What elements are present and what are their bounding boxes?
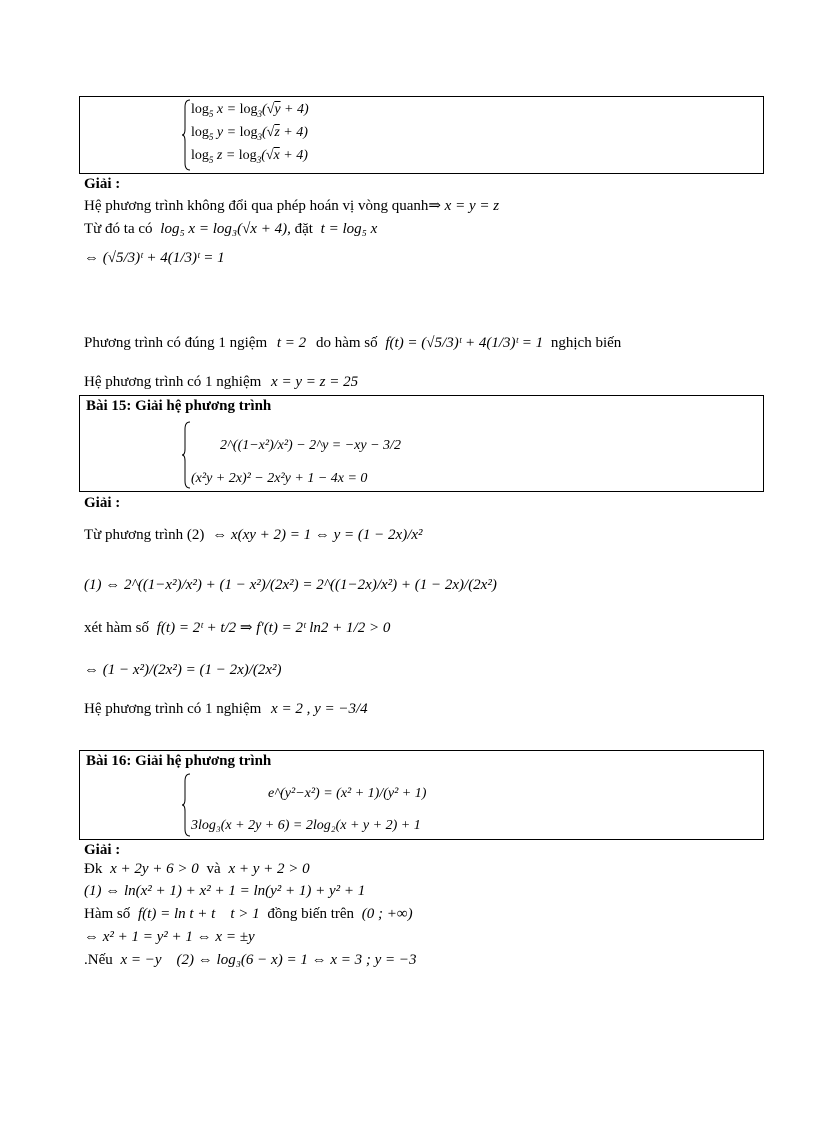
system-14-eq-1: $\log_5 x = \log_3(√y + 4)$ bbox=[191, 102, 309, 119]
solution-heading-15: Giải : bbox=[84, 495, 121, 511]
text: do hàm số bbox=[315, 335, 378, 351]
system-15-eq-1: 2^((1−x²)/x²) − 2^y = −xy − 3/2 bbox=[220, 438, 401, 453]
text: Đk bbox=[84, 861, 103, 877]
text: nghịch biến bbox=[550, 335, 622, 351]
solution-16-line-4 bbox=[84, 929, 255, 946]
text: Phương trình có đúng 1 ngiệm bbox=[84, 335, 268, 351]
text: .Nếu bbox=[84, 952, 113, 968]
text: Từ đó ta có bbox=[84, 221, 153, 237]
text: và bbox=[206, 861, 221, 877]
solution-14-line-5 bbox=[84, 374, 358, 391]
system-16-eq-2: 3log₃(x + 2y + 6) = 2log₂(x + y + 2) + 1 bbox=[191, 818, 421, 833]
text: xét hàm số bbox=[84, 620, 149, 636]
math: (1) ⇔ 2^((1−x²)/x²) + (1 − x²)/(2x²) = 2^((1−2x)/x²) + (1 − 2x)/(2x²) bbox=[84, 577, 497, 593]
solution-14-line-3 bbox=[84, 250, 225, 267]
math: log₅ x = log₃(√x + 4) bbox=[160, 221, 288, 237]
math: ⇔ (√5/3)ᵗ + 4(1/3)ᵗ = 1 bbox=[84, 250, 225, 266]
system-14-eq-2: $\log_5 y = \log_3(√z + 4)$ bbox=[191, 125, 308, 142]
text: , đặt bbox=[287, 221, 313, 237]
math: x + y + 2 > 0 bbox=[228, 861, 310, 877]
math: f(t) = (√5/3)ᵗ + 4(1/3)ᵗ = 1 bbox=[385, 335, 544, 351]
solution-heading-14: Giải : bbox=[84, 176, 121, 192]
math: t = log₅ x bbox=[320, 221, 378, 237]
solution-14-line-4 bbox=[84, 335, 621, 352]
math: (1) ⇔ ln(x² + 1) + x² + 1 = ln(y² + 1) + y² + 1 bbox=[84, 883, 366, 899]
math: ⇔ x(xy + 2) = 1 ⇔ y = (1 − 2x)/x² bbox=[212, 527, 423, 543]
text: Hệ phương trình không đổi qua phép hoán vị vòng quanh bbox=[84, 198, 429, 214]
solution-heading-16: Giải : bbox=[84, 842, 121, 858]
solution-16-line-2 bbox=[84, 883, 365, 900]
solution-16-line-5 bbox=[84, 952, 417, 969]
problem-15-title: Bài 15: Giải hệ phương trình bbox=[86, 398, 272, 414]
solution-16-line-1 bbox=[84, 861, 310, 878]
text: Từ phương trình (2) bbox=[84, 527, 205, 543]
solution-15-line-2 bbox=[84, 577, 497, 594]
solution-14-line-2 bbox=[84, 221, 377, 238]
math: t = 2 bbox=[276, 335, 307, 351]
system-16-eq-1: e^(y²−x²) = (x² + 1)/(y² + 1) bbox=[268, 786, 427, 801]
math: x = −y (2) ⇔ log₃(6 − x) = 1 ⇔ x = 3 ; y = −3 bbox=[120, 952, 417, 968]
math: x = y = z = 25 bbox=[271, 374, 359, 390]
system-15-eq-2: (x²y + 2x)² − 2x²y + 1 − 4x = 0 bbox=[191, 471, 368, 486]
solution-15-line-3 bbox=[84, 618, 390, 637]
math: ⇔ x² + 1 = y² + 1 ⇔ x = ±y bbox=[84, 929, 255, 945]
solution-15-line-4 bbox=[84, 662, 282, 679]
math: x = 2 , y = −3/4 bbox=[271, 701, 368, 717]
solution-15-line-5 bbox=[84, 701, 368, 718]
solution-16-line-3 bbox=[84, 906, 413, 923]
text: Hệ phương trình có 1 nghiệm bbox=[84, 701, 262, 717]
text: đồng biến trên bbox=[267, 906, 355, 922]
math: f(t) = 2ᵗ + t/2 ⇒ f′(t) = 2ᵗ ln2 + 1/2 > 0 bbox=[156, 620, 391, 636]
text: Hệ phương trình có 1 nghiệm bbox=[84, 374, 262, 390]
solution-14-line-1 bbox=[84, 196, 499, 215]
math: ⇒ x = y = z bbox=[428, 198, 500, 214]
text: Hàm số bbox=[84, 906, 131, 922]
math: (0 ; +∞) bbox=[361, 906, 413, 922]
math: ⇔ (1 − x²)/(2x²) = (1 − 2x)/(2x²) bbox=[84, 662, 282, 678]
math: f(t) = ln t + t t > 1 bbox=[138, 906, 260, 922]
math: x + 2y + 6 > 0 bbox=[110, 861, 199, 877]
system-14-eq-3: $\log_5 z = \log_3(√x + 4)$ bbox=[191, 148, 308, 165]
problem-16-title: Bài 16: Giải hệ phương trình bbox=[86, 753, 272, 769]
solution-15-line-1 bbox=[84, 527, 423, 544]
